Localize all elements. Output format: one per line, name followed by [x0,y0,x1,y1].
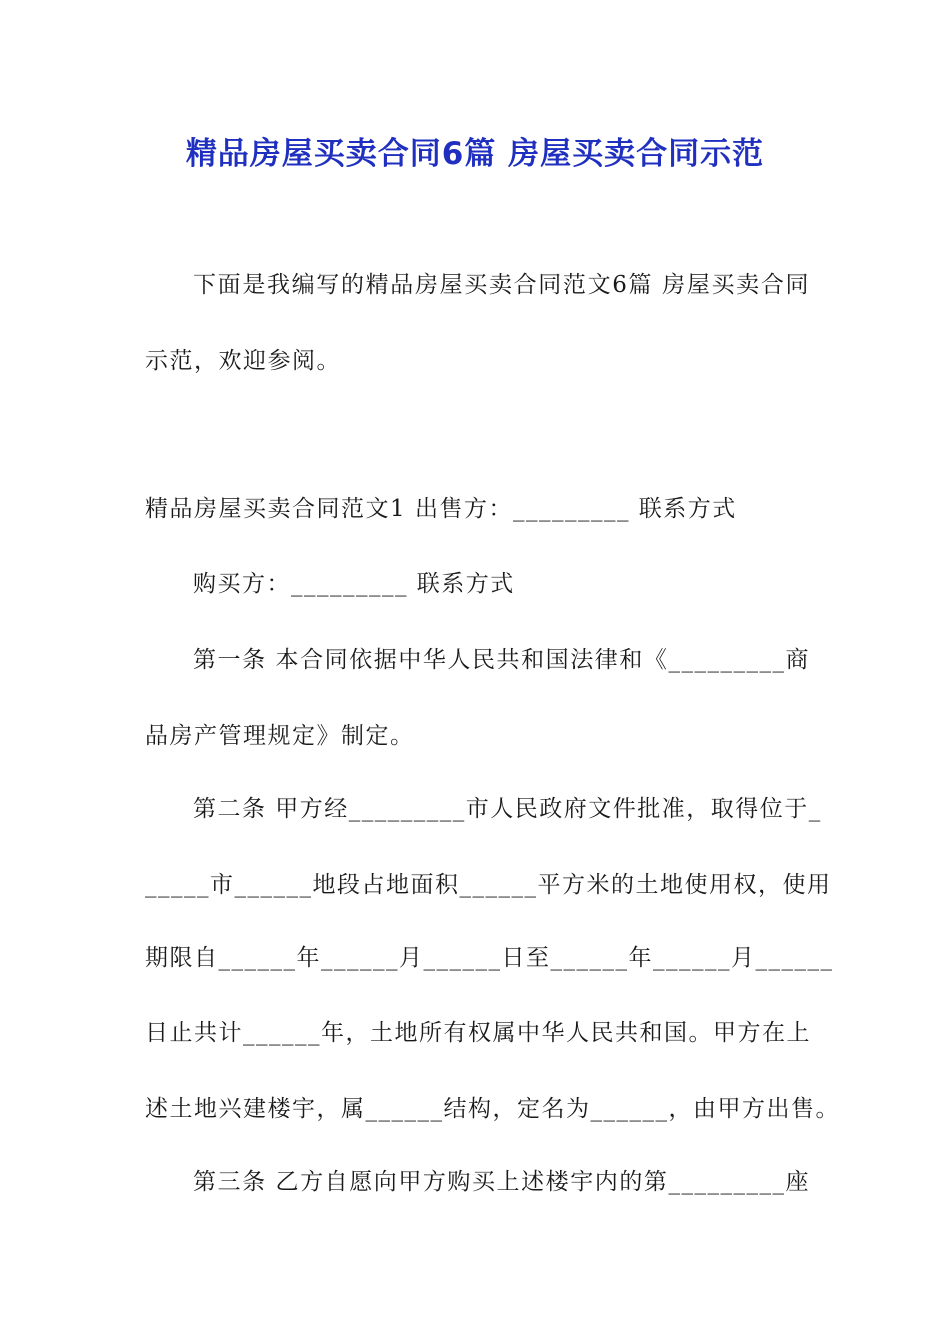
paragraph-line: 购买方：_________ 联系方式 [193,571,515,597]
paragraph-line: 示范，欢迎参阅。 [145,348,341,374]
paragraph-line: 第一条 本合同依据中华人民共和国法律和《_________商 [193,647,810,673]
paragraph-line: 品房产管理规定》制定。 [145,723,415,749]
paragraph-line: 第三条 乙方自愿向甲方购买上述楼宇内的第_________座 [193,1169,810,1195]
paragraph-line: 述土地兴建楼宇，属______结构，定名为______，由甲方出售。 [145,1096,840,1122]
paragraph-line: 精品房屋买卖合同范文1 出售方：_________ 联系方式 [145,496,737,522]
paragraph-line: 第二条 甲方经_________市人民政府文件批准，取得位于_ [193,796,822,822]
paragraph-line: 期限自______年______月______日至______年______月______ [145,945,834,971]
paragraph-line: 日止共计______年，土地所有权属中华人民共和国。甲方在上 [145,1020,811,1046]
paragraph-line: 下面是我编写的精品房屋买卖合同范文6篇 房屋买卖合同 [193,272,810,298]
paragraph-line: _____市______地段占地面积______平方米的土地使用权，使用 [145,872,832,898]
document-title: 精品房屋买卖合同6篇 房屋买卖合同示范 [185,136,765,172]
